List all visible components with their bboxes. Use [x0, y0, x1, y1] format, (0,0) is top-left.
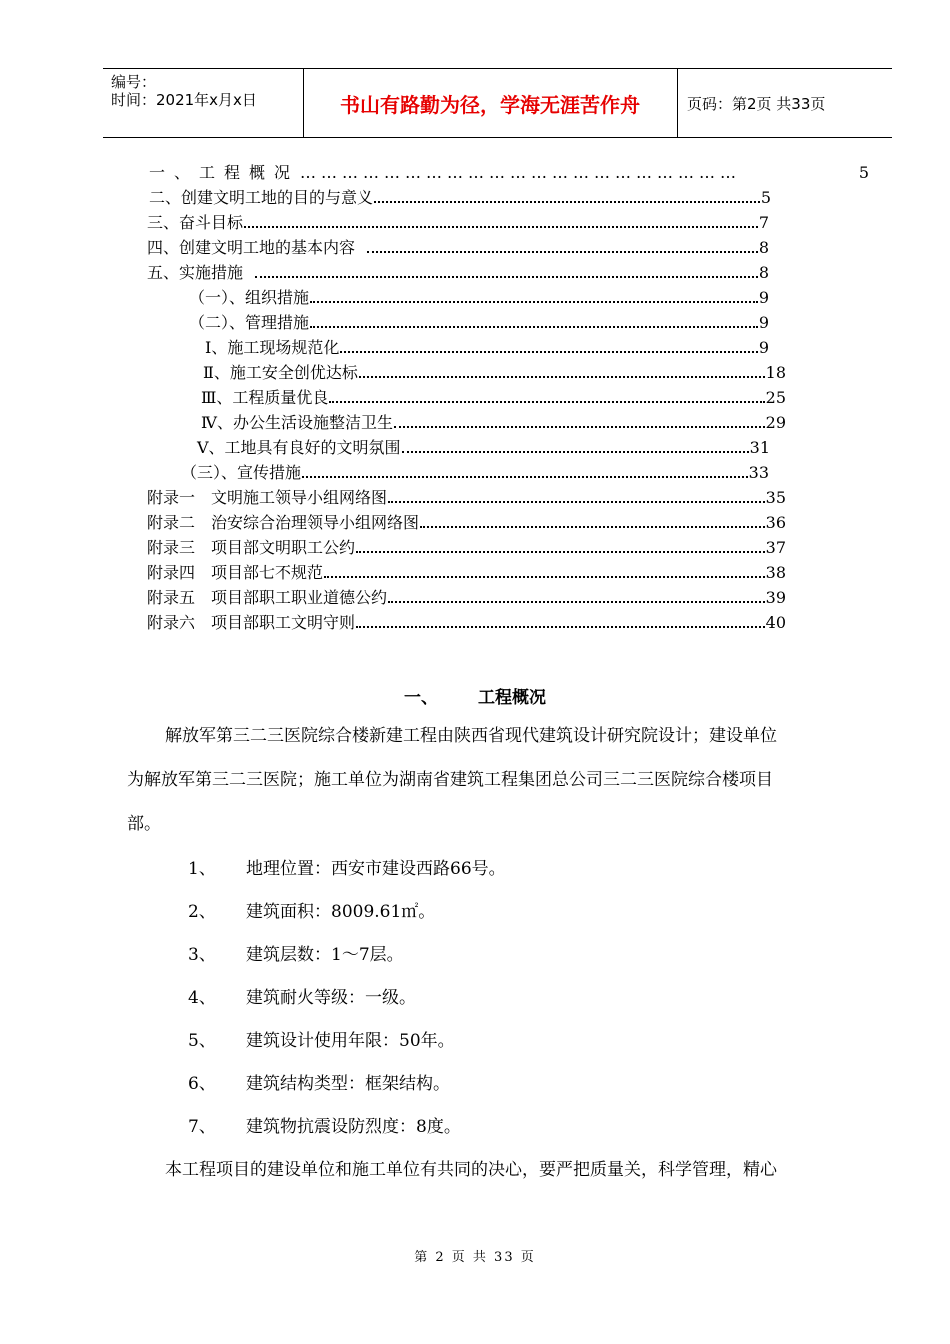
list-item-text: 建筑面积：8009.61㎡。 — [246, 902, 436, 922]
closing-paragraph: 本工程项目的建设单位和施工单位有共同的决心，要严把质量关，科学管理，精心 — [165, 1160, 777, 1180]
toc-entry-page: 25 — [765, 388, 786, 407]
toc-entry-page: 8 — [758, 263, 769, 282]
toc-entry-title: 附录四 项目部七不规范 — [147, 563, 324, 582]
page-footer: 第 2 页 共 33 页 — [414, 1250, 536, 1265]
toc-entry[interactable] — [147, 587, 786, 609]
section-number: 一、 — [404, 688, 438, 708]
toc-leader — [356, 537, 765, 553]
toc-entry-title: Ⅴ、工地具有良好的文明氛围 — [197, 438, 401, 457]
toc-entry-title: 二、创建文明工地的目的与意义 — [149, 188, 374, 207]
toc-entry[interactable] — [147, 512, 786, 534]
list-item — [188, 944, 404, 966]
toc-entry[interactable] — [147, 612, 786, 634]
toc-entry-title: 附录二 治安综合治理领导小组网络图 — [147, 513, 420, 532]
toc-entry-title: （二）、管理措施 — [189, 313, 310, 332]
toc-entry-page: 38 — [765, 563, 786, 582]
section-title: 工程概况 — [478, 688, 546, 708]
toc-leader — [310, 312, 758, 328]
toc-entry-title: 四、创建文明工地的基本内容 — [147, 238, 356, 257]
toc-entry-page: 8 — [758, 238, 769, 257]
toc-leader — [420, 512, 765, 528]
toc-entry[interactable] — [147, 537, 786, 559]
list-item-text: 建筑耐火等级：一级。 — [246, 988, 416, 1008]
toc-entry[interactable] — [189, 287, 769, 309]
toc-entry[interactable] — [201, 387, 786, 409]
toc-entry-title: 附录三 项目部文明职工公约 — [147, 538, 356, 557]
toc-leader — [374, 187, 760, 203]
toc-entry-title: 一、工程概况 — [149, 163, 300, 182]
toc-leader — [310, 287, 758, 303]
toc-leader — [367, 237, 758, 253]
serial-label: 编号： — [111, 73, 157, 91]
list-item — [188, 901, 435, 923]
toc-entry[interactable] — [205, 337, 769, 359]
toc-entry-page: 5 — [760, 188, 771, 207]
toc-entry-page: 9 — [758, 338, 769, 357]
toc-entry-page: 29 — [765, 413, 786, 432]
list-item-text: 建筑物抗震设防烈度：8度。 — [246, 1117, 461, 1137]
list-item-number: 2、 — [188, 902, 216, 922]
toc-leader — [302, 462, 748, 478]
intro-line: 解放军第三二三医院综合楼新建工程由陕西省现代建筑设计研究院设计；建设单位 — [165, 726, 777, 746]
section-heading — [0, 683, 950, 708]
toc-entry-page: 7 — [758, 213, 769, 232]
toc-entry-page: 33 — [748, 463, 769, 482]
toc-entry[interactable] — [147, 262, 769, 284]
toc-entry[interactable] — [203, 362, 786, 384]
toc-entry-page: 39 — [765, 588, 786, 607]
toc-entry-title: 五、实施措施 — [147, 263, 244, 282]
toc-entry-title: Ⅱ、施工安全创优达标 — [203, 363, 358, 382]
list-item-text: 地理位置：西安市建设西路66号。 — [246, 859, 506, 879]
toc-leader — [324, 562, 765, 578]
toc-entry-page: 18 — [765, 363, 786, 382]
toc-entry-title: （一）、组织措施 — [189, 288, 310, 307]
toc-entry[interactable] — [201, 412, 786, 434]
page-header — [103, 68, 892, 138]
toc-leader: ……………………………………………………… — [300, 163, 742, 182]
list-item — [188, 987, 416, 1009]
date-label: 时间：2021年x月x日 — [111, 91, 257, 109]
list-item-number: 3、 — [188, 945, 216, 965]
list-item-number: 1、 — [188, 859, 216, 879]
toc-entry[interactable] — [147, 487, 786, 509]
toc-entry-page: 35 — [765, 488, 786, 507]
toc-leader — [388, 587, 765, 603]
list-item-number: 4、 — [188, 988, 216, 1008]
list-item — [188, 1073, 450, 1095]
toc-entry[interactable] — [189, 312, 769, 334]
toc-entry-page: 37 — [765, 538, 786, 557]
toc-entry-title: Ⅰ、施工现场规范化 — [205, 338, 340, 357]
header-meta — [103, 69, 303, 137]
toc-entry[interactable] — [149, 187, 771, 209]
list-item-number: 6、 — [188, 1074, 216, 1094]
toc-entry-page: 31 — [749, 438, 770, 457]
toc-entry-page: 40 — [765, 613, 786, 632]
header-page-label: 页码：第2页 共33页 — [687, 94, 826, 113]
list-item-text: 建筑层数：1～7层。 — [246, 945, 404, 965]
list-item — [188, 1030, 455, 1052]
toc-leader — [329, 387, 764, 403]
toc-leader — [359, 362, 765, 378]
toc-entry-page: 36 — [765, 513, 786, 532]
intro-line: 为解放军第三二三医院；施工单位为湖南省建筑工程集团总公司三二三医院综合楼项目 — [127, 770, 773, 790]
toc-entry-title: Ⅳ、办公生活设施整洁卫生 — [201, 413, 393, 432]
toc-entry-title: 三、奋斗目标 — [147, 213, 244, 232]
intro-line: 部。 — [127, 814, 161, 834]
toc-entry-title: 附录六 项目部职工文明守则 — [147, 613, 356, 632]
toc-leader — [402, 437, 749, 453]
list-item-text: 建筑设计使用年限：50年。 — [246, 1031, 455, 1051]
toc-leader — [388, 487, 765, 503]
toc-entry[interactable] — [147, 562, 786, 584]
toc-leader — [394, 412, 765, 428]
list-item-number: 5、 — [188, 1031, 216, 1051]
toc-entry-page: 5 — [858, 163, 869, 182]
toc-entry-title: 附录五 项目部职工职业道德公约 — [147, 588, 388, 607]
toc-entry-title: 附录一 文明施工领导小组网络图 — [147, 488, 388, 507]
toc-entry-title: Ⅲ、工程质量优良 — [201, 388, 329, 407]
toc-entry[interactable] — [197, 437, 770, 459]
toc-entry-page: 9 — [758, 313, 769, 332]
toc-entry[interactable] — [149, 162, 869, 184]
list-item — [188, 1116, 461, 1138]
header-motto: 书山有路勤为径，学海无涯苦作舟 — [340, 92, 640, 117]
toc-entry[interactable] — [147, 212, 769, 234]
toc-leader — [356, 612, 765, 628]
list-item-number: 7、 — [188, 1117, 216, 1137]
list-item-text: 建筑结构类型：框架结构。 — [246, 1074, 450, 1094]
toc-entry[interactable] — [147, 237, 769, 259]
toc-entry[interactable] — [181, 462, 769, 484]
toc-entry-title: （三）、宣传措施 — [181, 463, 302, 482]
toc-entry-page: 9 — [758, 288, 769, 307]
toc-leader — [255, 262, 758, 278]
toc-leader — [244, 212, 758, 228]
toc-leader — [340, 337, 757, 353]
list-item — [188, 858, 506, 880]
